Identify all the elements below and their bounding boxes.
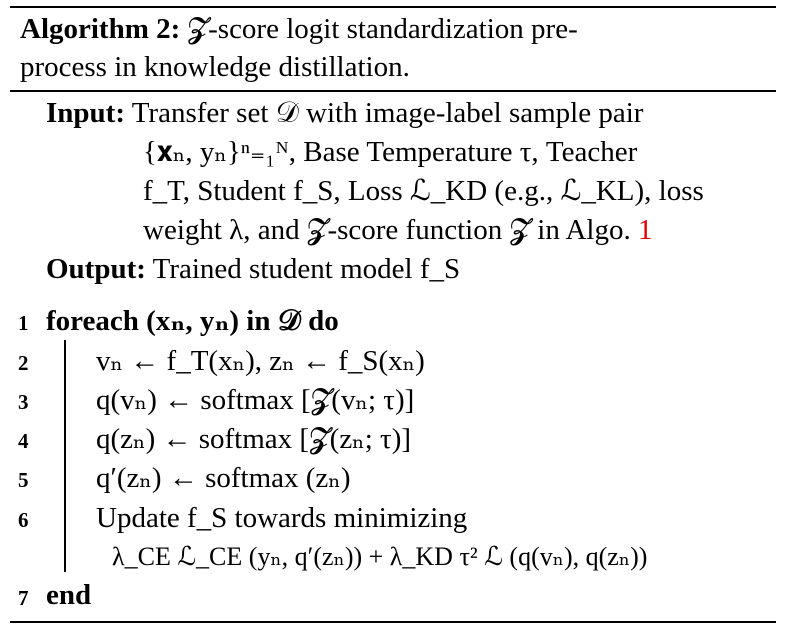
algorithm-title-line1: 𝓩-score logit standardization pre-	[187, 13, 578, 45]
step-6-loss	[112, 540, 647, 574]
line-number-6: 6	[18, 508, 29, 532]
step-4	[96, 422, 411, 456]
line-number-5: 5	[18, 468, 29, 492]
input-text-1: Transfer set 𝒟 with image-label sample pair	[131, 97, 644, 129]
caption-rule	[10, 90, 776, 92]
step-end	[46, 578, 91, 612]
input-text-2: {𝐱ₙ, yₙ}ⁿ₌₁ᴺ, Base Temperature τ, Teacher	[143, 136, 638, 168]
input-line-4	[143, 213, 653, 247]
output-label: Output:	[46, 253, 146, 285]
input-text-4: weight λ, and 𝓩-score function 𝓩 in Algo.	[143, 214, 631, 246]
input-line-1	[46, 96, 643, 130]
output-text: Trained student model f_S	[152, 253, 461, 285]
step-6-text: Update f_S towards minimizing	[96, 502, 468, 534]
algorithm-title-line2: process in knowledge distillation.	[20, 51, 410, 83]
line-number-7: 7	[18, 586, 29, 610]
step-2-text: vₙ ← f_T(xₙ), zₙ ← f_S(xₙ)	[96, 345, 425, 377]
step-3-text: q(vₙ) ← softmax [𝓩(vₙ; τ)]	[96, 384, 415, 416]
step-4-text: q(zₙ) ← softmax [𝓩(zₙ; τ)]	[96, 423, 412, 455]
algorithm-caption	[20, 10, 760, 86]
bottom-rule	[10, 621, 776, 623]
step-6-loss-text: λ_CE ℒ_CE (yₙ, q′(zₙ)) + λ_KD τ² ℒ (q(vₙ), q(zₙ))	[112, 542, 648, 571]
step-2	[96, 344, 425, 378]
step-foreach	[46, 304, 339, 338]
loop-body-bar	[64, 340, 66, 572]
step-7-text: end	[46, 579, 92, 611]
input-line-3	[143, 174, 704, 208]
step-6	[96, 501, 467, 535]
top-rule	[10, 6, 776, 8]
input-line-2	[143, 135, 637, 169]
step-5-text: q′(zₙ) ← softmax (zₙ)	[96, 462, 351, 494]
algorithm-reference-link[interactable]: 1	[638, 214, 653, 246]
step-3	[96, 383, 414, 417]
line-number-2: 2	[18, 351, 29, 375]
line-number-3: 3	[18, 390, 29, 414]
step-1-text: foreach (xₙ, yₙ) in 𝒟 do	[46, 305, 339, 337]
input-label: Input:	[46, 97, 125, 129]
input-text-3: f_T, Student f_S, Loss ℒ_KD (e.g., ℒ_KL), loss	[143, 175, 704, 207]
step-5	[96, 461, 351, 495]
output-line	[46, 252, 460, 286]
algorithm-label: Algorithm 2:	[20, 13, 181, 45]
line-number-4: 4	[18, 429, 29, 453]
line-number-1: 1	[18, 311, 29, 335]
